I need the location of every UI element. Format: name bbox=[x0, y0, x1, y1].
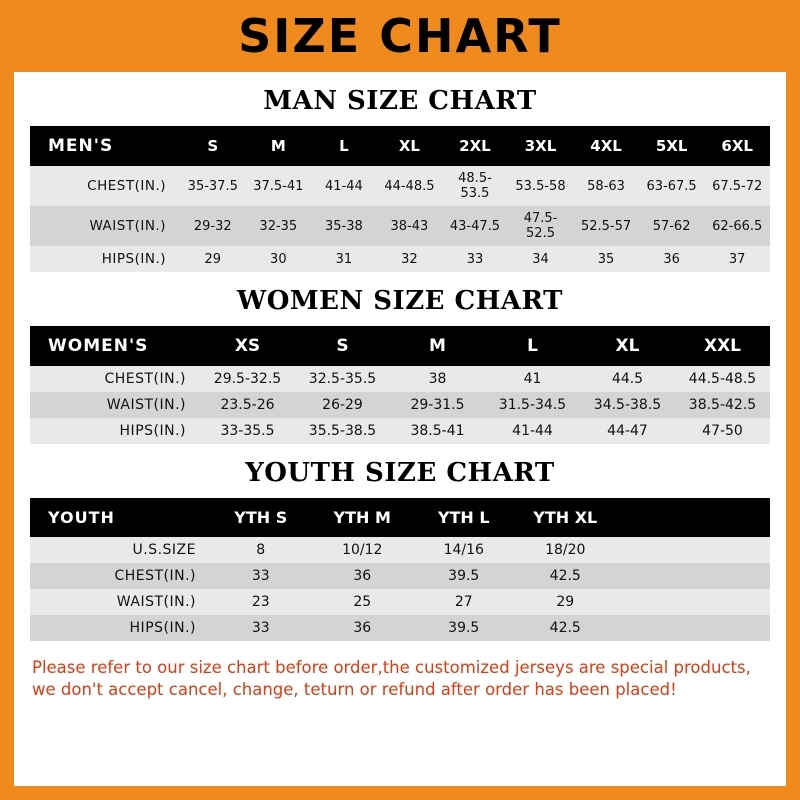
youth-cell-spacer bbox=[616, 589, 770, 615]
women-header-row bbox=[30, 326, 770, 366]
men-row-label: CHEST(IN.) bbox=[30, 166, 180, 206]
notice-line-2: we don't accept cancel, change, teturn or refund after order has been placed! bbox=[32, 680, 677, 700]
youth-header-spacer bbox=[616, 498, 770, 537]
men-table-head bbox=[30, 126, 770, 166]
table-row bbox=[30, 537, 770, 563]
youth-cell: 33 bbox=[210, 615, 312, 641]
table-row bbox=[30, 563, 770, 589]
women-row-label: CHEST(IN.) bbox=[30, 366, 200, 392]
youth-cell: 23 bbox=[210, 589, 312, 615]
youth-col-header: YTH XL bbox=[515, 498, 617, 537]
youth-cell: 36 bbox=[312, 563, 414, 589]
men-row-label: WAIST(IN.) bbox=[30, 206, 180, 246]
women-cell: 31.5-34.5 bbox=[485, 392, 580, 418]
banner-title: SIZE CHART bbox=[238, 9, 562, 63]
women-cell: 38.5-41 bbox=[390, 418, 485, 444]
women-row-label: WAIST(IN.) bbox=[30, 392, 200, 418]
women-table-head bbox=[30, 326, 770, 366]
youth-cell: 29 bbox=[515, 589, 617, 615]
men-col-header: 2XL bbox=[442, 126, 508, 166]
women-cell: 47-50 bbox=[675, 418, 770, 444]
women-cell: 38.5-42.5 bbox=[675, 392, 770, 418]
men-col-header: M bbox=[246, 126, 312, 166]
youth-cell: 27 bbox=[413, 589, 515, 615]
men-cell: 47.5-52.5 bbox=[508, 206, 574, 246]
youth-cell: 42.5 bbox=[515, 563, 617, 589]
women-cell: 34.5-38.5 bbox=[580, 392, 675, 418]
men-cell: 36 bbox=[639, 246, 705, 272]
table-row bbox=[30, 366, 770, 392]
men-section bbox=[14, 86, 786, 272]
women-col-header: XS bbox=[200, 326, 295, 366]
women-cell: 44-47 bbox=[580, 418, 675, 444]
banner bbox=[0, 0, 800, 72]
youth-cell: 39.5 bbox=[413, 563, 515, 589]
youth-cell: 33 bbox=[210, 563, 312, 589]
men-section-title: MAN SIZE CHART bbox=[263, 86, 537, 116]
men-cell: 37.5-41 bbox=[246, 166, 312, 206]
youth-header-label: YOUTH bbox=[30, 498, 210, 537]
women-col-header: S bbox=[295, 326, 390, 366]
men-table-body bbox=[30, 166, 770, 272]
youth-cell-spacer bbox=[616, 615, 770, 641]
youth-section bbox=[14, 458, 786, 641]
youth-table-body bbox=[30, 537, 770, 641]
women-cell: 33-35.5 bbox=[200, 418, 295, 444]
men-col-header: 6XL bbox=[704, 126, 770, 166]
notice bbox=[32, 657, 768, 702]
women-header-label: WOMEN'S bbox=[30, 326, 200, 366]
youth-size-table bbox=[30, 498, 770, 641]
women-cell: 29-31.5 bbox=[390, 392, 485, 418]
men-cell: 58-63 bbox=[573, 166, 639, 206]
men-cell: 31 bbox=[311, 246, 377, 272]
youth-cell: 8 bbox=[210, 537, 312, 563]
men-cell: 32-35 bbox=[246, 206, 312, 246]
youth-cell-spacer bbox=[616, 563, 770, 589]
youth-cell: 10/12 bbox=[312, 537, 414, 563]
women-size-table bbox=[30, 326, 770, 444]
youth-section-title: YOUTH SIZE CHART bbox=[245, 458, 555, 488]
women-col-header: L bbox=[485, 326, 580, 366]
men-cell: 30 bbox=[246, 246, 312, 272]
table-row bbox=[30, 392, 770, 418]
men-cell: 52.5-57 bbox=[573, 206, 639, 246]
women-cell: 23.5-26 bbox=[200, 392, 295, 418]
table-row bbox=[30, 246, 770, 272]
women-section bbox=[14, 286, 786, 444]
women-cell: 41 bbox=[485, 366, 580, 392]
youth-col-header: YTH S bbox=[210, 498, 312, 537]
women-cell: 29.5-32.5 bbox=[200, 366, 295, 392]
men-cell: 35 bbox=[573, 246, 639, 272]
men-col-header: 5XL bbox=[639, 126, 705, 166]
men-cell: 35-37.5 bbox=[180, 166, 246, 206]
women-table-body bbox=[30, 366, 770, 444]
men-cell: 29-32 bbox=[180, 206, 246, 246]
youth-table-head bbox=[30, 498, 770, 537]
men-cell: 34 bbox=[508, 246, 574, 272]
women-cell: 41-44 bbox=[485, 418, 580, 444]
men-cell: 29 bbox=[180, 246, 246, 272]
men-cell: 44-48.5 bbox=[377, 166, 443, 206]
men-col-header: XL bbox=[377, 126, 443, 166]
men-cell: 53.5-58 bbox=[508, 166, 574, 206]
men-cell: 33 bbox=[442, 246, 508, 272]
men-cell: 35-38 bbox=[311, 206, 377, 246]
notice-line-1: Please refer to our size chart before order,the customized jerseys are special products, bbox=[32, 658, 751, 677]
youth-col-header: YTH L bbox=[413, 498, 515, 537]
table-row bbox=[30, 615, 770, 641]
women-col-header: M bbox=[390, 326, 485, 366]
table-row bbox=[30, 206, 770, 246]
men-size-table bbox=[30, 126, 770, 272]
women-cell: 38 bbox=[390, 366, 485, 392]
women-section-title: WOMEN SIZE CHART bbox=[237, 286, 563, 316]
men-col-header: 3XL bbox=[508, 126, 574, 166]
men-cell: 43-47.5 bbox=[442, 206, 508, 246]
table-row bbox=[30, 589, 770, 615]
men-cell: 63-67.5 bbox=[639, 166, 705, 206]
youth-header-row bbox=[30, 498, 770, 537]
men-col-header: L bbox=[311, 126, 377, 166]
youth-cell: 39.5 bbox=[413, 615, 515, 641]
men-cell: 57-62 bbox=[639, 206, 705, 246]
youth-row-label: WAIST(IN.) bbox=[30, 589, 210, 615]
youth-row-label: CHEST(IN.) bbox=[30, 563, 210, 589]
table-row bbox=[30, 418, 770, 444]
youth-cell-spacer bbox=[616, 537, 770, 563]
men-cell: 37 bbox=[704, 246, 770, 272]
men-header-row bbox=[30, 126, 770, 166]
men-cell: 67.5-72 bbox=[704, 166, 770, 206]
youth-row-label: U.S.SIZE bbox=[30, 537, 210, 563]
youth-col-header: YTH M bbox=[312, 498, 414, 537]
men-cell: 38-43 bbox=[377, 206, 443, 246]
men-cell: 32 bbox=[377, 246, 443, 272]
women-row-label: HIPS(IN.) bbox=[30, 418, 200, 444]
men-col-header: 4XL bbox=[573, 126, 639, 166]
men-row-label: HIPS(IN.) bbox=[30, 246, 180, 272]
men-cell: 62-66.5 bbox=[704, 206, 770, 246]
men-cell: 48.5-53.5 bbox=[442, 166, 508, 206]
women-col-header: XL bbox=[580, 326, 675, 366]
youth-cell: 25 bbox=[312, 589, 414, 615]
women-cell: 44.5-48.5 bbox=[675, 366, 770, 392]
youth-row-label: HIPS(IN.) bbox=[30, 615, 210, 641]
men-header-label: MEN'S bbox=[30, 126, 180, 166]
youth-cell: 36 bbox=[312, 615, 414, 641]
youth-cell: 42.5 bbox=[515, 615, 617, 641]
youth-cell: 14/16 bbox=[413, 537, 515, 563]
table-row bbox=[30, 166, 770, 206]
women-col-header: XXL bbox=[675, 326, 770, 366]
men-col-header: S bbox=[180, 126, 246, 166]
men-cell: 41-44 bbox=[311, 166, 377, 206]
women-cell: 35.5-38.5 bbox=[295, 418, 390, 444]
women-cell: 32.5-35.5 bbox=[295, 366, 390, 392]
youth-cell: 18/20 bbox=[515, 537, 617, 563]
women-cell: 26-29 bbox=[295, 392, 390, 418]
women-cell: 44.5 bbox=[580, 366, 675, 392]
